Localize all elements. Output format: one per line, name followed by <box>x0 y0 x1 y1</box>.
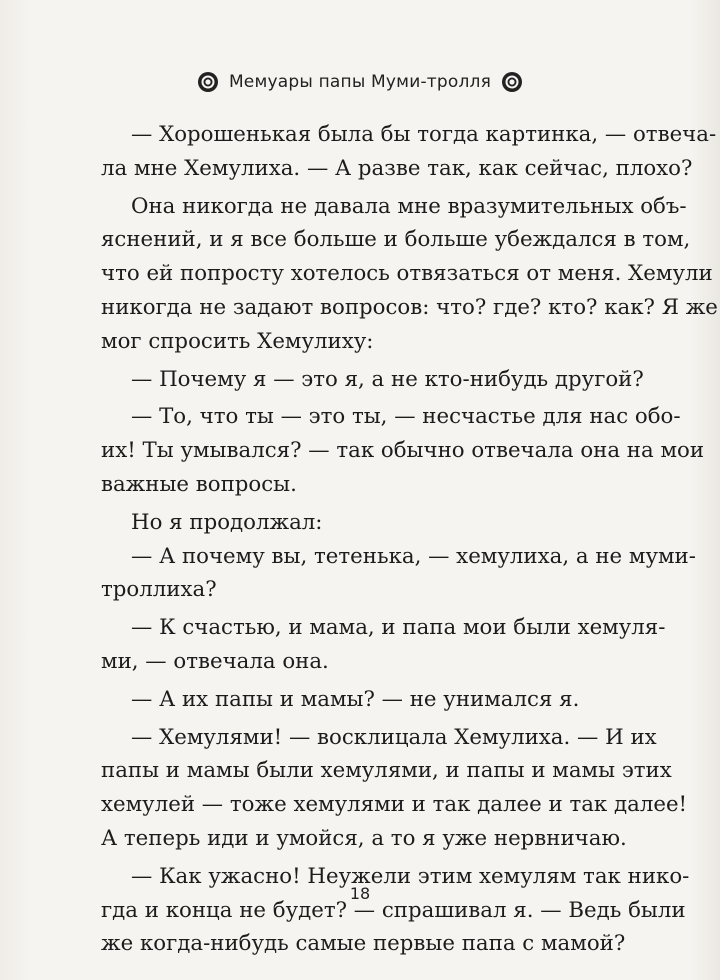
text-line: — Хемулями! — восклицала Хемулиха. — И их <box>131 724 657 750</box>
running-header-title: Мемуары папы Муми-тролля <box>228 72 492 92</box>
text-line: — Почему я — это я, а не кто-нибудь другой? <box>131 366 644 392</box>
text-line: троллиха? <box>101 577 217 603</box>
text-line: — Хорошенькая была бы тогда картинка, — отвеча- <box>131 122 717 147</box>
text-line: важные вопросы. <box>101 471 297 497</box>
page-number: 18 <box>349 884 371 903</box>
text-line: никогда не задают вопросов: что? где? кто? как? Я же <box>101 294 718 320</box>
text-line: — А их папы и мамы? — не унимался я. <box>131 686 580 712</box>
text-line: — Как ужасно! Неужели этим хемулям так нико- <box>131 863 690 889</box>
text-line: гда и конца не будет? — спрашивал я. — Ведь были <box>101 897 686 923</box>
sun-ornament-icon <box>197 71 219 93</box>
text-line: их! Ты умывался? — так обычно отвечала она на мои <box>101 438 705 464</box>
text-line: А теперь иди и умойся, а то я уже нервничаю. <box>101 825 627 851</box>
text-line: Но я продолжал: <box>131 509 323 535</box>
text-line: ла мне Хемулиха. — А разве так, как сейчас, плохо? <box>101 155 693 181</box>
text-line: же когда-нибудь самые первые папа с мамой? <box>101 931 626 957</box>
text-line: яснений, и я все больше и больше убеждался в том, <box>101 227 691 253</box>
text-line: ми, — отвечала она. <box>101 648 329 674</box>
body-text <box>101 118 718 961</box>
sun-ornament-icon <box>501 71 523 93</box>
text-line: что ей попросту хотелось отвязаться от меня. Хемули <box>101 261 713 287</box>
text-line: — А почему вы, тетенька, — хемулиха, а не муми- <box>131 543 696 569</box>
text-line: — К счастью, и мама, и папа мои были хемуля- <box>131 615 666 641</box>
text-line: хемулей — тоже хемулями и так далее и так далее! <box>101 792 688 818</box>
running-header <box>0 64 720 100</box>
text-line: Она никогда не давала мне вразумительных объ- <box>131 193 687 219</box>
text-line: — То, что ты — это ты, — несчастье для нас обо- <box>131 404 681 430</box>
text-line: папы и мамы были хемулями, и папы и мамы этих <box>101 758 672 784</box>
text-line: мог спросить Хемулиху: <box>101 328 374 354</box>
